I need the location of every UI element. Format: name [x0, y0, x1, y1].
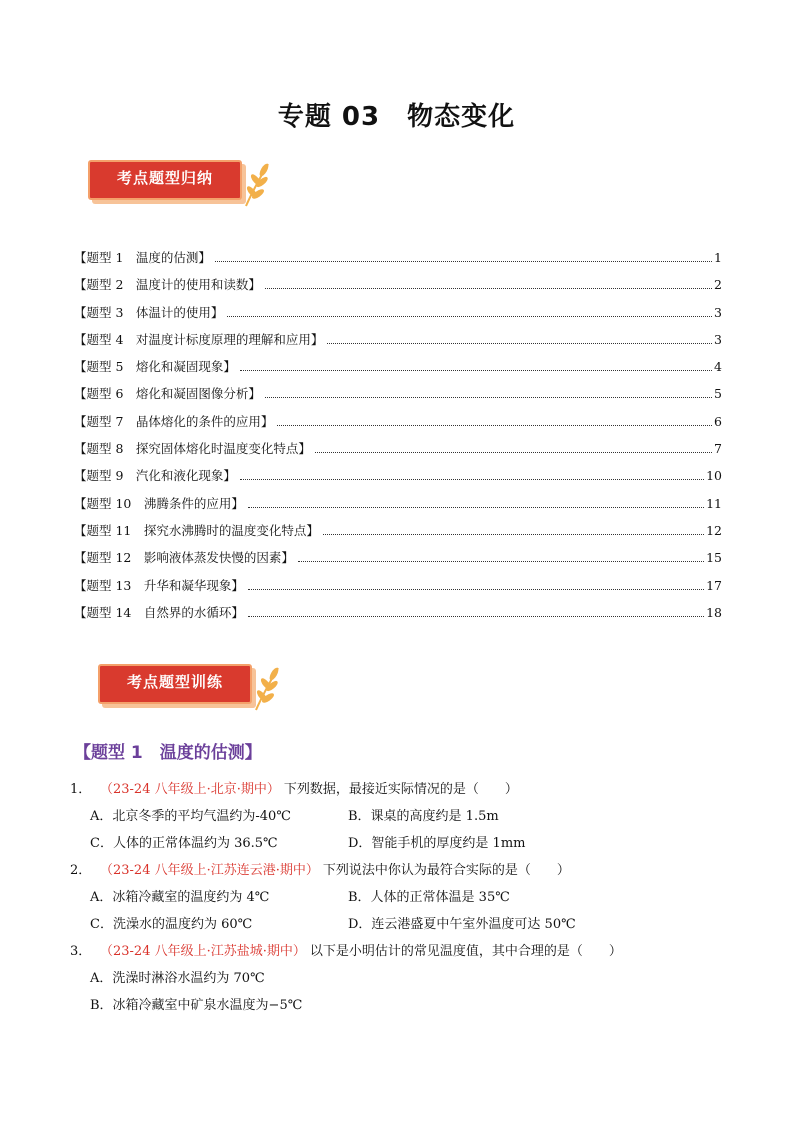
question-stem: 下列说法中你认为最符合实际的是（ ） [322, 863, 570, 878]
banner-practice [98, 658, 298, 714]
toc-text: 【题型 6 熔化和凝固图像分析】 [74, 386, 261, 402]
toc-row[interactable] [74, 521, 722, 548]
option-b[interactable]: B．人体的正常体温是 35℃ [348, 890, 510, 905]
toc-text: 【题型 13 升华和凝华现象】 [74, 577, 244, 593]
toc-text: 【题型 5 熔化和凝固现象】 [74, 359, 236, 375]
toc-text: 【题型 3 体温计的使用】 [74, 304, 224, 320]
toc-row[interactable] [74, 439, 722, 466]
toc-page: 12 [706, 522, 722, 538]
toc-text: 【题型 11 探究水沸腾时的温度变化特点】 [74, 522, 319, 538]
page-title: 专题 03 物态变化 [277, 102, 516, 132]
option-a[interactable]: A．北京冬季的平均气温约为-40℃ [90, 809, 291, 824]
option-d[interactable]: D．智能手机的厚度约是 1mm [348, 836, 526, 851]
toc-row[interactable] [74, 330, 722, 357]
options-row [70, 828, 730, 855]
toc-row[interactable] [74, 384, 722, 411]
dot-leader [248, 616, 704, 617]
dot-leader [265, 397, 712, 398]
toc-row[interactable] [74, 576, 722, 603]
question-number: 3． [70, 944, 92, 959]
section-heading: 【题型 1 温度的估测】 [74, 743, 262, 763]
question-stem: 以下是小明估计的常见温度值，其中合理的是（ ） [309, 944, 622, 959]
dot-leader [240, 479, 704, 480]
question-3 [70, 936, 730, 963]
wheat-icon [250, 662, 284, 712]
question-2 [70, 855, 730, 882]
question-number: 1． [70, 782, 92, 797]
toc-page: 10 [706, 468, 722, 484]
question-stem: 下列数据，最接近实际情况的是（ ） [283, 782, 518, 797]
toc-page: 5 [714, 386, 722, 402]
options-row [70, 801, 730, 828]
option-a[interactable]: A．冰箱冷藏室的温度约为 4℃ [90, 890, 270, 905]
question-number: 2． [70, 863, 92, 878]
dot-leader [277, 425, 712, 426]
toc-page: 6 [714, 413, 722, 429]
dot-leader [315, 452, 712, 453]
toc-row[interactable] [74, 412, 722, 439]
toc-row[interactable] [74, 494, 722, 521]
banner-label: 考点题型训练 [126, 673, 223, 691]
toc-page: 11 [706, 495, 722, 511]
question-list [70, 774, 730, 1017]
toc-row[interactable] [74, 603, 722, 630]
question-source: （23-24 八年级上·北京·期中） [100, 782, 280, 797]
toc-text: 【题型 7 晶体熔化的条件的应用】 [74, 413, 274, 429]
dot-leader [265, 288, 712, 289]
toc-row[interactable] [74, 275, 722, 302]
dot-leader [248, 507, 704, 508]
toc-text: 【题型 14 自然界的水循环】 [74, 604, 244, 620]
toc-page: 15 [706, 550, 722, 566]
toc-row[interactable] [74, 357, 722, 384]
option-c[interactable]: C．人体的正常体温约为 36.5℃ [90, 836, 278, 851]
question-source: （23-24 八年级上·江苏盐城·期中） [100, 944, 306, 959]
toc-text: 【题型 10 沸腾条件的应用】 [74, 495, 244, 511]
toc-text: 【题型 8 探究固体熔化时温度变化特点】 [74, 441, 311, 457]
question-1 [70, 774, 730, 801]
dot-leader [215, 261, 712, 262]
toc-row[interactable] [74, 248, 722, 275]
toc-page: 18 [706, 604, 722, 620]
toc-text: 【题型 1 温度的估测】 [74, 250, 211, 265]
toc-text: 【题型 12 影响液体蒸发快慢的因素】 [74, 550, 294, 566]
option-b[interactable]: B．冰箱冷藏室中矿泉水温度为−5℃ [90, 998, 303, 1013]
toc-page: 7 [714, 441, 722, 457]
options-row [70, 909, 730, 936]
toc-row[interactable] [74, 548, 722, 575]
toc-page: 3 [714, 304, 722, 320]
toc-text: 【题型 4 对温度计标度原理的理解和应用】 [74, 331, 324, 347]
dot-leader [240, 370, 712, 371]
dot-leader [248, 589, 704, 590]
toc-text: 【题型 2 温度计的使用和读数】 [74, 277, 261, 293]
table-of-contents [74, 248, 722, 630]
question-source: （23-24 八年级上·江苏连云港·期中） [100, 863, 319, 878]
banner-label: 考点题型归纳 [116, 169, 213, 187]
banner-summary [88, 154, 288, 210]
toc-row[interactable] [74, 466, 722, 493]
toc-page: 3 [714, 331, 722, 347]
dot-leader [327, 343, 712, 344]
option-d[interactable]: D．连云港盛夏中午室外温度可达 50℃ [348, 917, 576, 932]
toc-page: 1 [714, 250, 722, 265]
option-b[interactable]: B．课桌的高度约是 1.5m [348, 809, 499, 824]
option-c[interactable]: C．洗澡水的温度约为 60℃ [90, 917, 253, 932]
toc-row[interactable] [74, 303, 722, 330]
toc-page: 17 [706, 577, 722, 593]
toc-page: 2 [714, 277, 722, 293]
options-row [70, 882, 730, 909]
wheat-icon [240, 158, 274, 208]
toc-page: 4 [714, 359, 722, 375]
dot-leader [323, 534, 704, 535]
dot-leader [227, 316, 712, 317]
dot-leader [298, 561, 704, 562]
toc-text: 【题型 9 汽化和液化现象】 [74, 468, 236, 484]
option-a[interactable]: A．洗澡时淋浴水温约为 70℃ [90, 971, 265, 986]
